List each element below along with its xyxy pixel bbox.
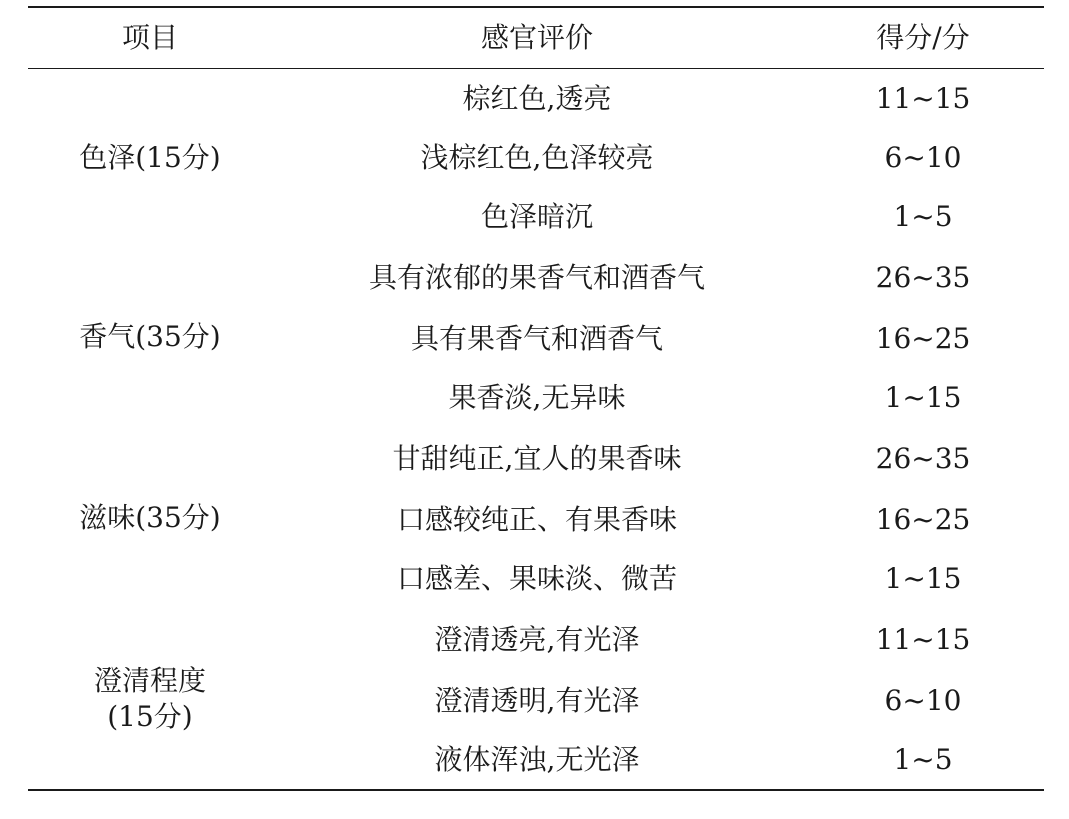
item-cell-aroma: 香气(35分) [79,319,221,353]
score-cell: 1~15 [884,380,962,414]
evaluation-cell: 浅棕红色,色泽较亮 [420,140,654,174]
table-row [28,427,1044,490]
score-cell: 6~10 [884,140,962,174]
score-cell: 16~25 [875,502,971,536]
score-cell: 1~5 [893,742,953,776]
score-cell: 16~25 [875,321,971,355]
header-score: 得分/分 [876,21,970,54]
score-cell: 6~10 [884,683,962,717]
evaluation-cell: 色泽暗沉 [480,199,593,233]
score-cell: 26~35 [875,260,971,294]
evaluation-cell: 澄清透明,有光泽 [434,683,640,717]
score-cell: 11~15 [875,81,971,115]
item-cell-clarity-line2: (15分) [107,699,193,733]
evaluation-cell: 棕红色,透亮 [462,81,612,115]
score-table [28,8,1044,789]
evaluation-cell: 口感差、果味淡、微苦 [396,561,677,595]
evaluation-cell: 液体浑浊,无光泽 [434,742,640,776]
item-cell-clarity [28,608,272,789]
evaluation-cell: 果香淡,无异味 [448,380,626,414]
item-cell-color: 色泽(15分) [79,140,221,174]
score-cell: 1~5 [893,199,953,233]
evaluation-cell: 口感较纯正、有果香味 [396,502,677,536]
evaluation-cell: 澄清透亮,有光泽 [434,622,640,656]
header-item: 项目 [121,21,178,54]
evaluation-cell: 具有果香气和酒香气 [410,321,663,355]
score-cell: 26~35 [875,441,971,475]
item-cell-clarity-line1: 澄清程度 [93,663,206,697]
table-row [28,69,1044,128]
header-row [28,8,1044,68]
sensory-evaluation-table [28,6,1044,791]
table-row [28,246,1044,309]
evaluation-cell: 具有浓郁的果香气和酒香气 [368,260,705,294]
header-evaluation: 感官评价 [480,21,593,54]
table-row [28,608,1044,671]
score-cell: 1~15 [884,561,962,595]
item-cell-taste: 滋味(35分) [79,500,221,534]
table-bottom-rule [28,789,1044,791]
evaluation-cell: 甘甜纯正,宜人的果香味 [392,441,682,475]
score-cell: 11~15 [875,622,971,656]
